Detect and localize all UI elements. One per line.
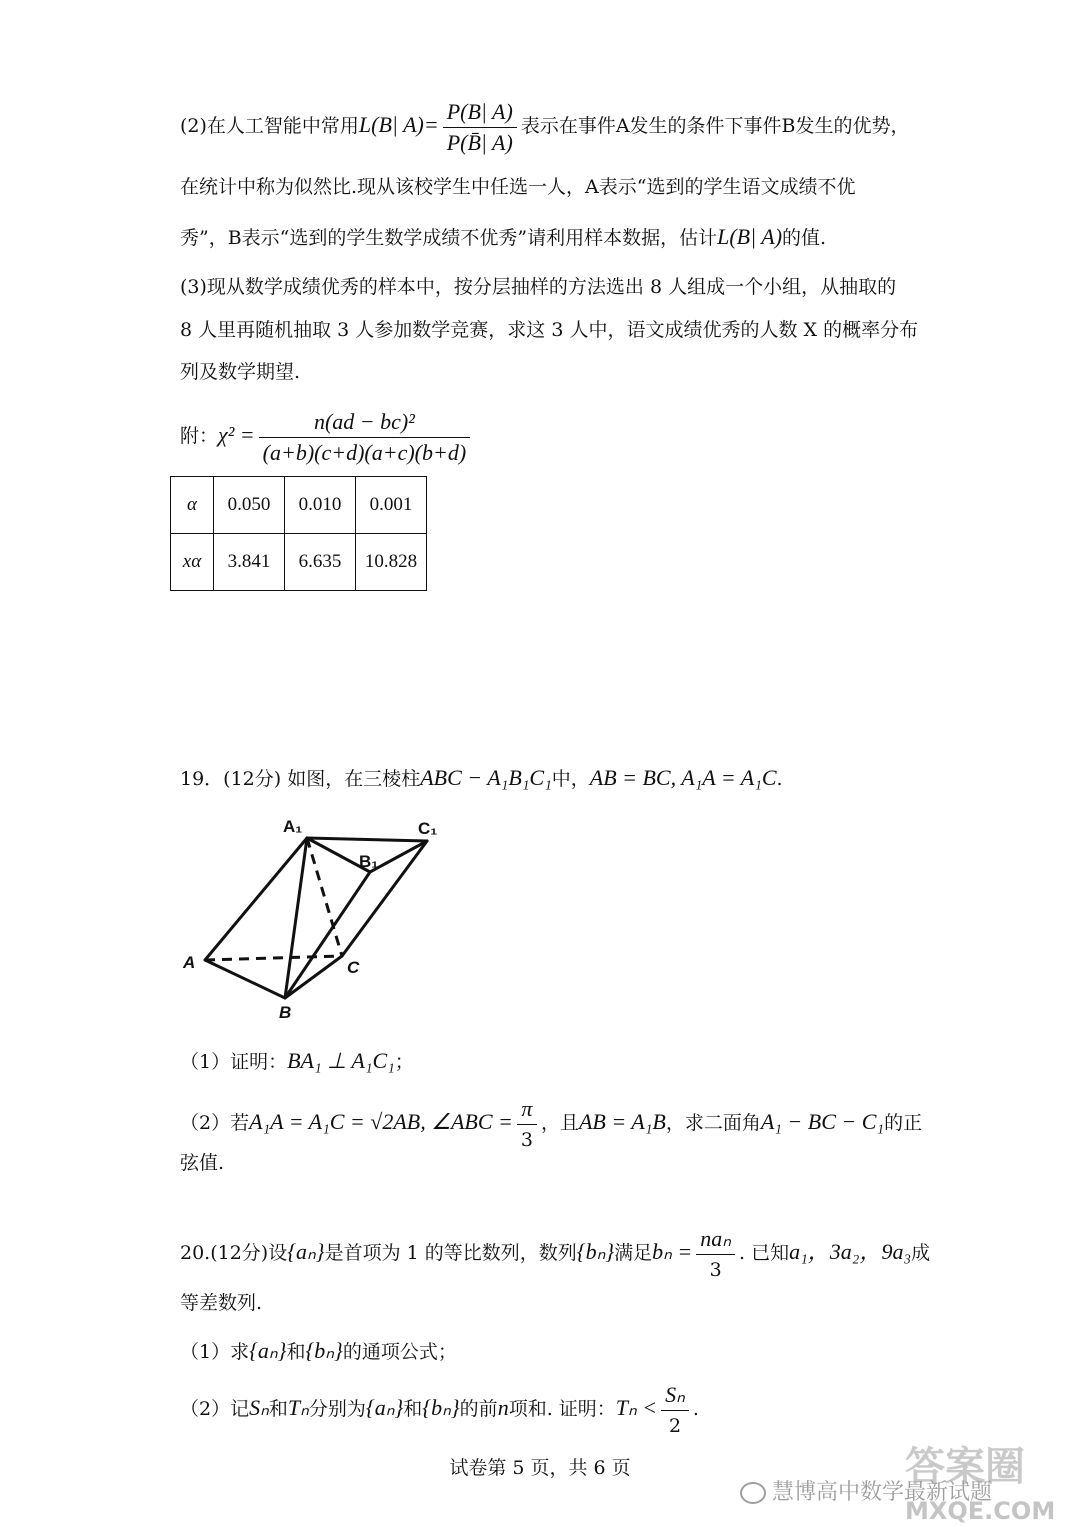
q20-line1 [180,1222,930,1285]
chi-square-denominator: (a+b)(c+d)(a+c)(b+d) [262,439,467,465]
q19-part2-line2: 弦值. [180,1152,225,1174]
and-word: 和 [268,1398,288,1420]
chi-square-lhs: χ² = [218,422,255,447]
q18-part2-intro: (2)在人工智能中常用 [180,115,359,137]
edge-A1-C1 [307,838,427,841]
q20-part1-end: 的通项公式； [342,1341,457,1363]
q20-part1-text: （1）求 [180,1341,250,1363]
vertex-labels [182,817,437,1022]
q20-part1 [180,1336,457,1367]
prism-figure [175,808,455,1023]
q18-part2-desc: 表示在事件A发生的条件下事件B发生的优势， [520,115,910,137]
watermark-site: MXQE.COM [905,1497,1056,1525]
q19-part2-and: ，且 [540,1112,579,1134]
and-word: 和 [403,1398,423,1420]
likelihood-numerator: P(B| A) [443,97,517,128]
q19-title-end: . [776,768,783,790]
critical-value-table [170,476,427,591]
bn-lhs: bₙ = [652,1239,693,1264]
q20-text4: 成 [911,1242,931,1264]
q19-part1-formula: BA₁ ⊥ A₁C₁ [287,1048,395,1073]
arith-terms: a₁，3a₂，9a₃ [789,1239,912,1264]
edge-A-C [205,956,342,960]
seq-b: {bₙ} [576,1239,615,1264]
seq-a: {aₙ} [365,1395,404,1420]
q19-part2 [180,1092,922,1155]
likelihood-denominator: P(B̄| A) [446,129,513,155]
q18-part3-line1: (3)现从数学成绩优秀的样本中，按分层抽样的方法选出 8 人组成一个小组，从抽取的 [180,276,897,298]
seq-a: {aₙ} [249,1338,287,1363]
inequality-numerator: Sₙ [661,1380,689,1411]
n-var: n [497,1395,509,1420]
q19-part2-formula2: AB = A₁B [578,1109,666,1134]
label-B: B [279,1003,292,1022]
q18-part2-line3-end: 的值. [782,227,827,249]
label-A1: A₁ [283,817,303,836]
and-word: 和 [286,1341,306,1363]
q20-part2-text2: 分别为 [308,1398,366,1420]
q19-part2-end: 的正 [884,1112,923,1134]
label-B1: B₁ [359,852,379,871]
q18-part3-line3: 列及数学期望. [180,361,301,383]
inequality-lhs: Tₙ < [615,1395,658,1420]
q18-part2-line3 [180,222,826,253]
bn-denominator: 3 [709,1258,722,1281]
q19-part2-text: （2）若 [180,1112,250,1134]
likelihood-formula: L(B| A)= [358,112,439,137]
label-C1: C₁ [418,819,438,838]
angle-denominator: 3 [520,1128,533,1151]
watermark-logo: 答案圈 [905,1444,1025,1490]
table-cell: xα [171,534,214,591]
q19-title-text: 19．(12分) 如图，在三棱柱 [180,768,421,790]
seq-b: {bₙ} [422,1395,460,1420]
table-row [171,534,427,591]
appendix-label: 附： [180,425,219,447]
q20-text1: 是首项为 1 的等比数列，数列 [324,1242,577,1264]
q20-text2: 满足 [614,1242,653,1264]
bn-fraction [696,1224,735,1285]
q19-part2-ask: ，求二面角 [665,1112,761,1134]
q18-part3-line2: 8 人里再随机抽取 3 人参加数学竞赛，求这 3 人中，语文成绩优秀的人数 X 的概率分布 [180,319,919,341]
q20-text3: . 已知 [739,1242,790,1264]
q20-part2-text3: 的前 [459,1398,498,1420]
table-cell: 0.010 [285,477,356,534]
page-footer: 试卷第 5 页，共 6 页 [449,1457,631,1479]
table-cell: 6.635 [285,534,356,591]
edge-B-C [285,956,342,998]
q19-title [180,763,783,794]
q20-part2-end: . [692,1398,699,1420]
q19-part1 [180,1046,414,1077]
q18-part2-line1 [180,95,910,158]
wechat-icon [740,1482,766,1504]
likelihood-fraction [443,97,517,158]
dihedral-angle: A₁ − BC − C₁ [760,1109,885,1134]
table-cell: 10.828 [356,534,427,591]
q18-part2-line3-text: 秀”，B表示“选到的学生数学成绩不优秀”请利用样本数据，估计 [180,227,718,249]
inequality-denominator: 2 [668,1414,682,1437]
label-A: A [183,953,196,972]
q19-title-mid: 中， [551,768,590,790]
likelihood-estimate: L(B| A) [717,224,783,249]
sum-s: Sₙ [249,1395,269,1420]
inequality-fraction [661,1380,689,1441]
chi-square-numerator: n(ad − bc)² [259,407,471,438]
q18-part2-line2: 在统计中称为似然比.现从该校学生中任选一人，A表示“选到的学生语文成绩不优 [180,176,856,198]
q19-part1-end: ； [394,1051,414,1073]
q19-condition: AB = BC, A₁A = A₁C [589,765,777,790]
table-cell: α [171,477,214,534]
angle-numerator: π [517,1094,537,1125]
appendix-formula [180,405,474,468]
q20-part2-text: （2）记 [180,1398,250,1420]
edge-A-B [205,960,285,998]
chi-square-fraction [259,407,471,468]
q20-line2: 等差数列. [180,1292,263,1314]
bn-numerator: naₙ [696,1224,735,1255]
q20-title: 20.(12分)设 [180,1242,288,1264]
q19-part2-formula: A₁A = A₁C = √2AB, ∠ABC = [249,1109,513,1134]
edge-B1-C1 [370,841,427,872]
prism-name: ABC − A₁B₁C₁ [420,765,552,790]
seq-a: {aₙ} [287,1239,325,1264]
table-cell: 3.841 [214,534,285,591]
angle-fraction [517,1094,537,1155]
table-row [171,477,427,534]
seq-b: {bₙ} [305,1338,343,1363]
q19-part1-text: （1）证明： [180,1051,288,1073]
q20-part2-text4: 项和. 证明： [508,1398,616,1420]
q20-part2 [180,1378,699,1441]
label-C: C [347,958,360,977]
table-cell: 0.001 [356,477,427,534]
watermark-source-text: 慧博高中数学最新试题 [772,1480,993,1505]
table-cell: 0.050 [214,477,285,534]
prism-edges [205,838,427,998]
sum-t: Tₙ [287,1395,309,1420]
edge-C-C1 [342,841,427,956]
